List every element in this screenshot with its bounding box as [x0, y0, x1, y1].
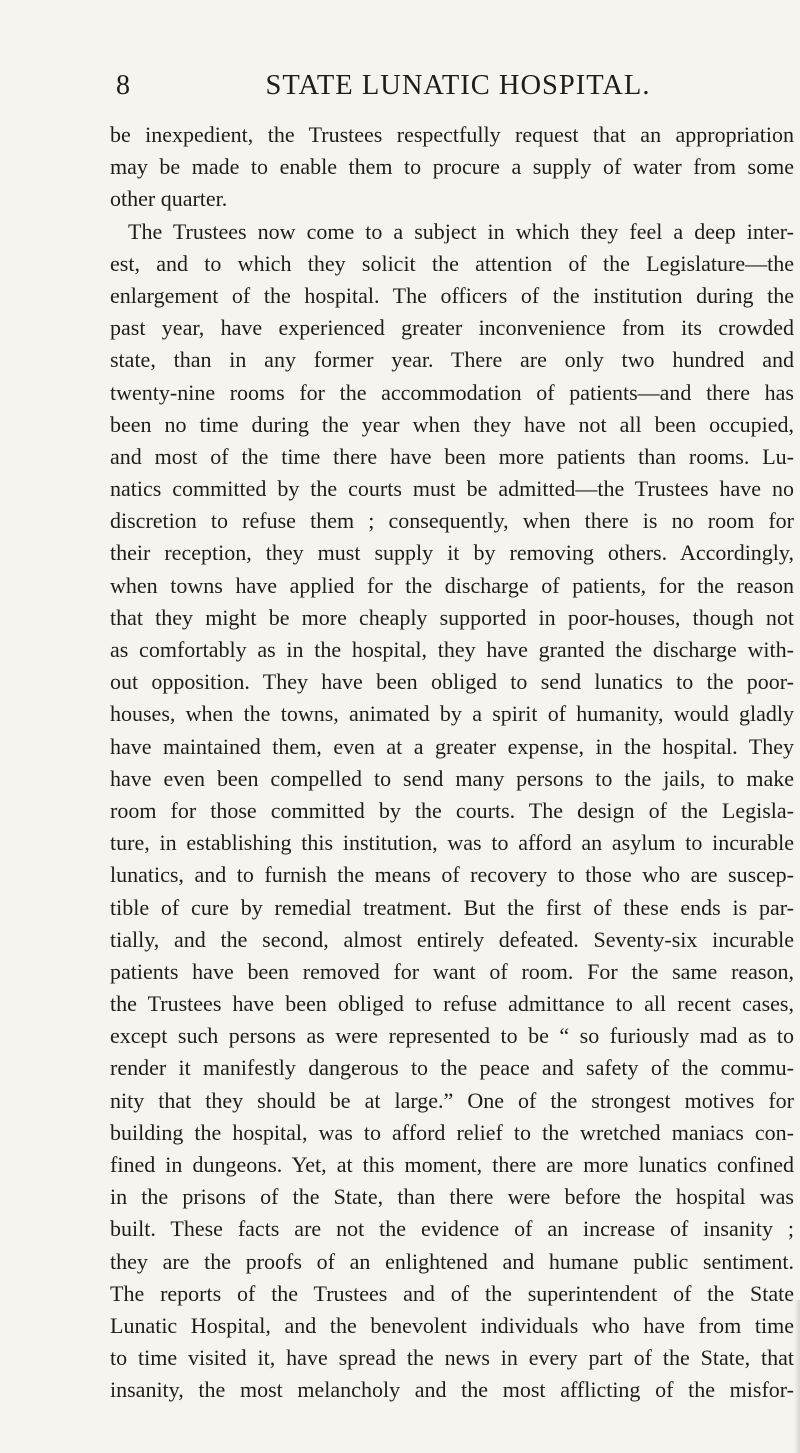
- text-line: that they might be more cheaply supported in poor-houses, though not: [110, 604, 794, 630]
- text-line: in the prisons of the State, than there were before the hospital was: [110, 1184, 794, 1210]
- text-line: to time visited it, have spread the news in every part of the State, that: [110, 1345, 794, 1371]
- text-line: est, and to which they solicit the attention of the Legislature—the: [110, 250, 794, 276]
- text-line: they are the proofs of an enlightened and humane public sentiment.: [110, 1248, 794, 1274]
- text-line: have maintained them, even at a greater expense, in the hospital. They: [110, 733, 794, 759]
- text-line: The reports of the Trustees and of the superintendent of the State: [110, 1280, 794, 1306]
- text-line: when towns have applied for the discharge of patients, for the reason: [110, 572, 794, 598]
- text-line: been no time during the year when they have not all been occupied,: [110, 411, 794, 437]
- text-line: lunatics, and to furnish the means of recovery to those who are suscep-: [110, 862, 794, 888]
- text-line: houses, when the towns, animated by a spirit of humanity, would gladly: [110, 701, 794, 727]
- text-line: twenty-nine rooms for the accommodation of patients—and there has: [110, 379, 794, 405]
- text-line: state, than in any former year. There are only two hundred and: [110, 347, 794, 373]
- text-line: have even been compelled to send many persons to the jails, to make: [110, 765, 794, 791]
- text-line: the Trustees have been obliged to refuse admittance to all recent cases,: [110, 991, 794, 1017]
- text-line: render it manifestly dangerous to the peace and safety of the commu-: [110, 1055, 794, 1081]
- text-line: natics committed by the courts must be admitted—the Trustees have no: [110, 476, 794, 502]
- text-line: patients have been removed for want of room. For the same reason,: [110, 958, 794, 984]
- text-line: discretion to refuse them ; consequently, when there is no room for: [110, 508, 794, 534]
- text-line: except such persons as were represented to be “ so furiously mad as to: [110, 1023, 794, 1049]
- text-line: and most of the time there have been more patients than rooms. Lu-: [110, 443, 794, 469]
- text-line: enlargement of the hospital. The officers of the institution during the: [110, 282, 794, 308]
- text-line: room for those committed by the courts. The design of the Legisla-: [110, 797, 794, 823]
- text-line: out opposition. They have been obliged to send lunatics to the poor-: [110, 669, 794, 695]
- text-line: built. These facts are not the evidence of an increase of insanity ;: [110, 1216, 794, 1242]
- running-title: STATE LUNATIC HOSPITAL.: [265, 70, 651, 101]
- text-line: may be made to enable them to procure a supply of water from some: [110, 154, 794, 180]
- text-line: building the hospital, was to afford relief to the wretched maniacs con-: [110, 1119, 794, 1145]
- text-line: nity that they should be at large.” One of the strongest motives for: [110, 1087, 794, 1113]
- text-line: be inexpedient, the Trustees respectfully request that an appropriation: [110, 122, 794, 147]
- page-number: 8: [116, 70, 131, 101]
- text-line: The Trustees now come to a subject in which they feel a deep inter-: [128, 218, 794, 244]
- text-line: insanity, the most melancholy and the most afflicting of the misfor-: [110, 1377, 794, 1403]
- text-line: Lunatic Hospital, and the benevolent individuals who have from time: [110, 1312, 794, 1338]
- text-line: fined in dungeons. Yet, at this moment, there are more lunatics confined: [110, 1152, 794, 1177]
- text-line: ture, in establishing this institution, was to afford an asylum to incurable: [110, 830, 794, 856]
- text-line: past year, have experienced greater inconvenience from its crowded: [110, 315, 794, 341]
- text-line: their reception, they must supply it by removing others. Accordingly,: [110, 540, 794, 566]
- body-text: [110, 119, 794, 1407]
- page-edge-shadow: [794, 1300, 800, 1453]
- text-line: other quarter.: [110, 186, 228, 212]
- text-line: tible of cure by remedial treatment. But the first of these ends is par-: [110, 894, 794, 920]
- page-header: [108, 66, 768, 106]
- text-line: tially, and the second, almost entirely defeated. Seventy-six incurable: [110, 926, 794, 952]
- text-line: as comfortably as in the hospital, they have granted the discharge with-: [110, 637, 794, 662]
